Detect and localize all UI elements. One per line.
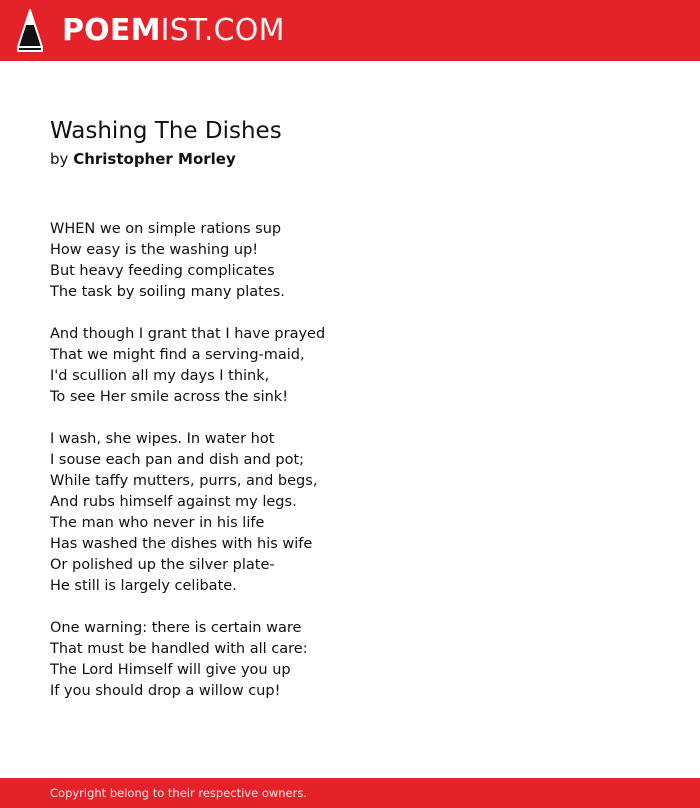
poem-body [50, 219, 650, 702]
stanza-3 [50, 429, 650, 597]
poem-line: While taffy mutters, purrs, and begs, [50, 473, 318, 489]
logo-light-text: IST.COM [160, 13, 285, 48]
poem-line: Has washed the dishes with his wife [50, 536, 313, 552]
poem-line: He still is largely celibate. [50, 578, 237, 594]
site-logo[interactable] [62, 11, 285, 51]
byline-prefix: by [50, 150, 69, 168]
poem-line: How easy is the washing up! [50, 242, 259, 258]
author-name: Christopher Morley [73, 150, 236, 168]
poem-line: That must be handled with all care: [50, 641, 308, 657]
poem-line: If you should drop a willow cup! [50, 683, 281, 699]
poem-line: WHEN we on simple rations sup [50, 221, 282, 237]
poem-line: One warning: there is certain ware [50, 620, 302, 636]
poem-line: But heavy feeding complicates [50, 263, 275, 279]
poem-line: I wash, she wipes. In water hot [50, 431, 275, 447]
byline [50, 148, 650, 170]
pencil-tip-icon[interactable] [16, 9, 44, 53]
poem-line: The task by soiling many plates. [50, 284, 285, 300]
poem-line: That we might find a serving-maid, [50, 347, 305, 363]
logo-bold-text: POEM [62, 13, 161, 48]
poem-line: Or polished up the silver plate- [50, 557, 275, 573]
header-bar [0, 0, 700, 61]
stanza-4 [50, 618, 650, 702]
poem-line: The Lord Himself will give you up [50, 662, 291, 678]
poem-content [50, 116, 650, 723]
poem-title: Washing The Dishes [50, 118, 282, 144]
copyright-notice: Copyright belong to their respective owners. [50, 786, 308, 800]
poem-line: To see Her smile across the sink! [50, 389, 289, 405]
footer-bar [0, 778, 700, 808]
stanza-2 [50, 324, 650, 408]
poem-line: I souse each pan and dish and pot; [50, 452, 305, 468]
stanza-1 [50, 219, 650, 303]
poem-line: And rubs himself against my legs. [50, 494, 297, 510]
poem-line: And though I grant that I have prayed [50, 326, 326, 342]
poem-line: The man who never in his life [50, 515, 265, 531]
poem-line: I'd scullion all my days I think, [50, 368, 270, 384]
